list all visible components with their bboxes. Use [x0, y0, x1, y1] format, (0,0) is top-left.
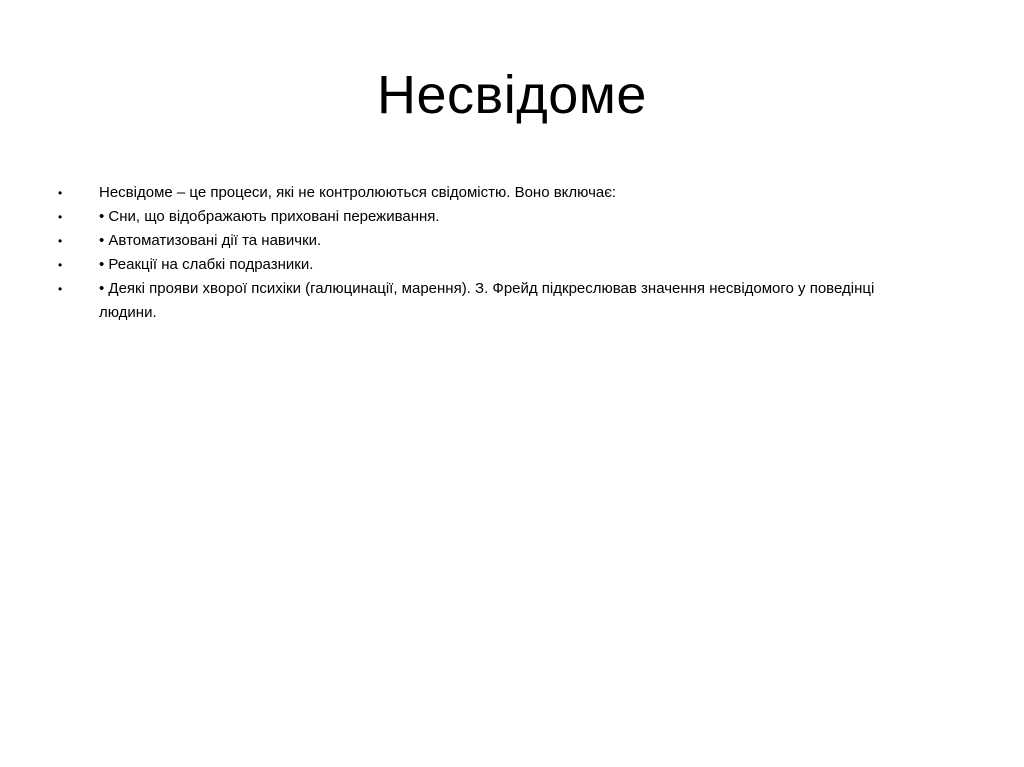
bullet-icon: •	[58, 186, 63, 200]
bullet-text: • Автоматизовані дії та навички.	[99, 232, 322, 249]
list-item	[56, 277, 936, 325]
list-item	[56, 205, 936, 229]
bullet-text: • Сни, що відображають приховані переживання.	[99, 208, 440, 225]
bullet-icon: •	[58, 258, 63, 272]
bullet-icon: •	[58, 234, 63, 248]
bullet-text: Несвідоме – це процеси, які не контролюються свідомістю. Воно включає:	[99, 184, 617, 201]
bullet-icon: •	[58, 210, 63, 224]
list-item	[56, 229, 936, 253]
list-item	[56, 181, 936, 205]
bullet-list	[56, 181, 936, 325]
slide-title: Несвідоме	[377, 65, 647, 125]
bullet-text: • Реакції на слабкі подразники.	[99, 256, 314, 273]
bullet-icon: •	[58, 282, 63, 296]
bullet-text: • Деякі прояви хворої психіки (галюцинації, марення). З. Фрейд підкреслював значення несвідомого у поведінці людини.	[99, 280, 875, 321]
list-item	[56, 253, 936, 277]
